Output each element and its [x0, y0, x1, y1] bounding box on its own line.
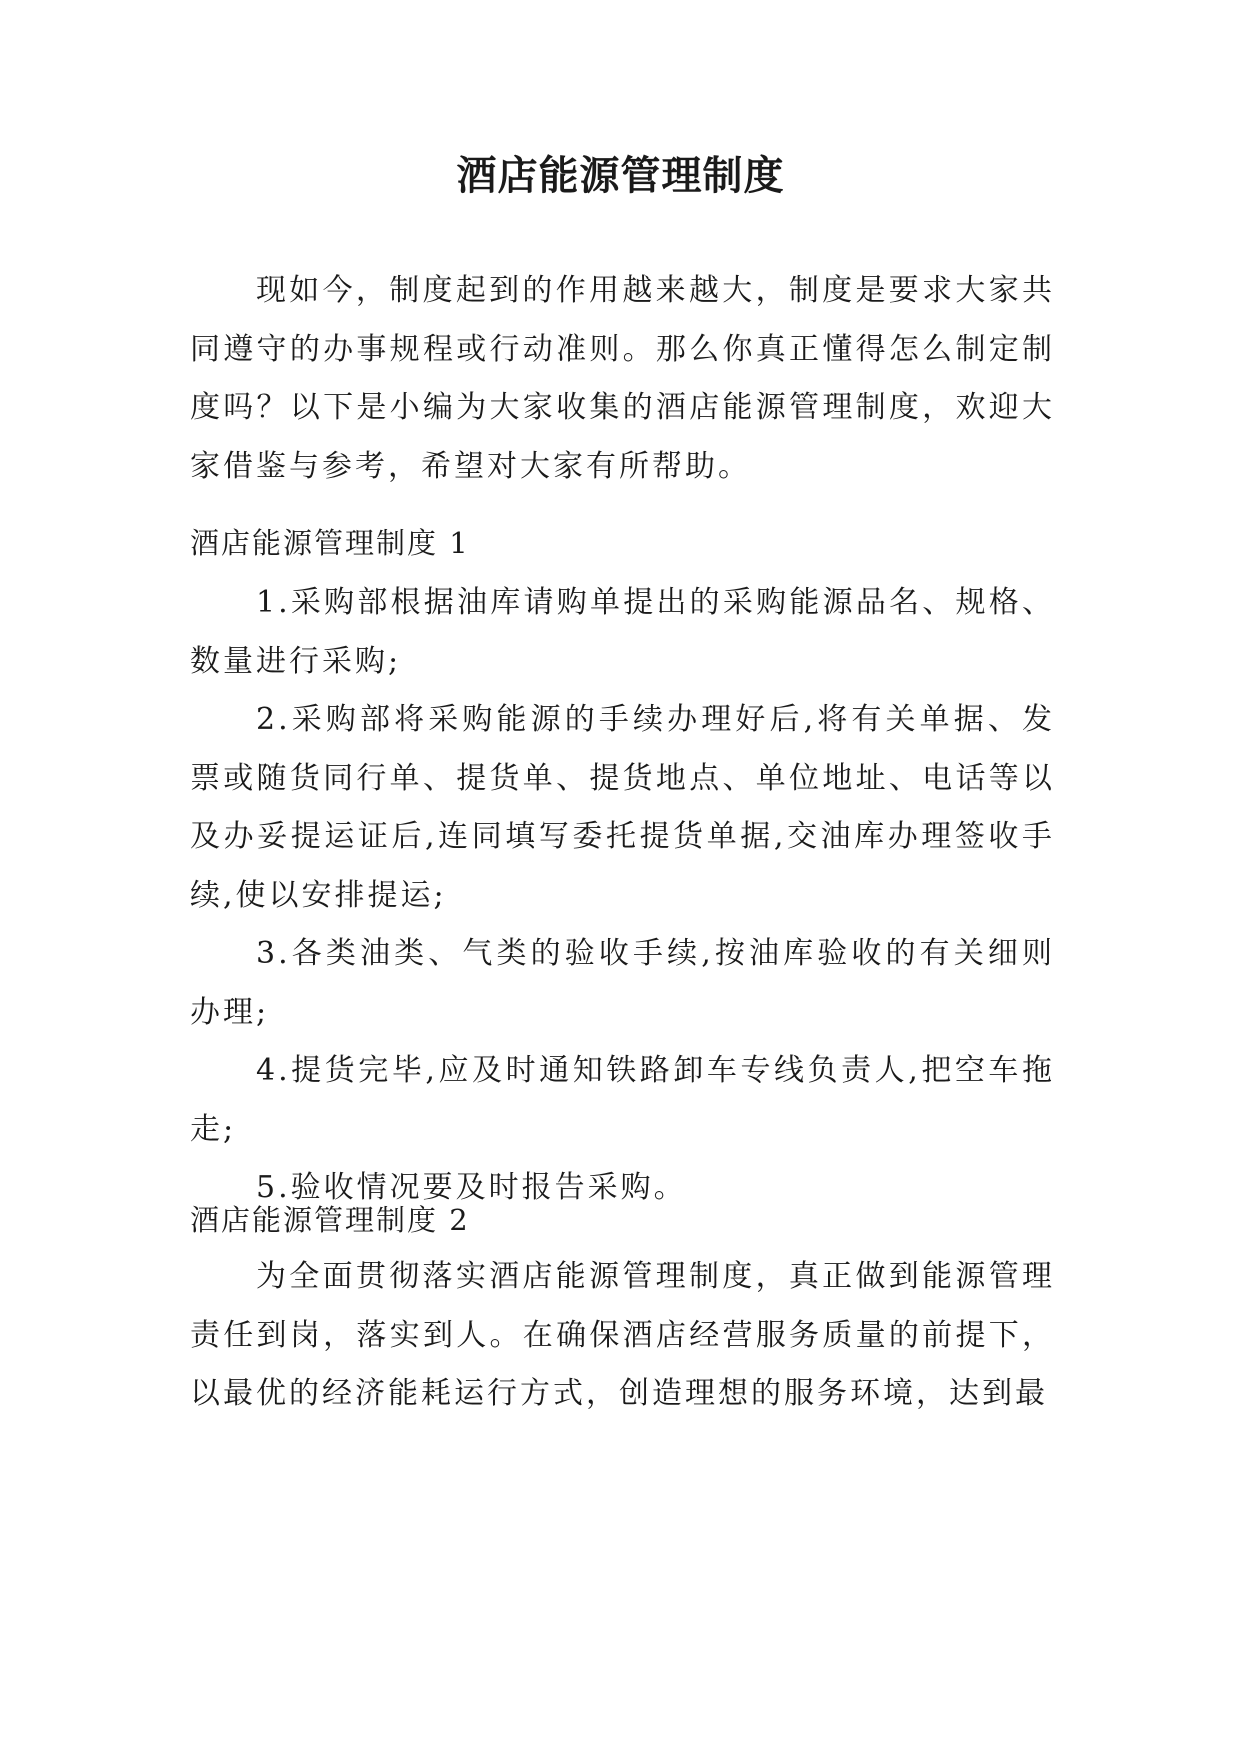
section-1-paragraph-1: 1.采购部根据油库请购单提出的采购能源品名、规格、数量进行采购;: [190, 585, 1055, 679]
section-1-paragraph-4: 4.提货完毕,应及时通知铁路卸车专线负责人,把空车拖走;: [190, 1053, 1055, 1147]
intro-paragraph: 现如今，制度起到的作用越来越大，制度是要求大家共同遵守的办事规程或行动准则。那么你真正懂得怎么制定制度吗？以下是小编为大家收集的酒店能源管理制度，欢迎大家借鉴与参考，希望对大家有所帮助。: [190, 273, 1055, 484]
document-title: 酒店能源管理制度: [456, 152, 785, 199]
section-heading-2: 酒店能源管理制度 2: [190, 1203, 470, 1237]
section-1-paragraph-3: 3.各类油类、气类的验收手续,按油库验收的有关细则办理;: [190, 936, 1055, 1030]
section-1-paragraph-5: 5.验收情况要及时报告采购。: [256, 1170, 687, 1205]
section-heading-1: 酒店能源管理制度 1: [190, 526, 470, 560]
section-1-body: [190, 574, 1055, 1218]
section-2-body: [190, 1248, 1055, 1424]
intro-block: [190, 262, 1055, 496]
section-2-paragraph-1: 为全面贯彻落实酒店能源管理制度，真正做到能源管理责任到岗，落实到人。在确保酒店经营服务质量的前提下，以最优的经济能耗运行方式，创造理想的服务环境，达到最: [190, 1259, 1055, 1411]
section-1-paragraph-2: 2.采购部将采购能源的手续办理好后,将有关单据、发票或随货同行单、提货单、提货地点、单位地址、电话等以及办妥提运证后,连同填写委托提货单据,交油库办理签收手续,使以安排提运;: [190, 702, 1055, 913]
